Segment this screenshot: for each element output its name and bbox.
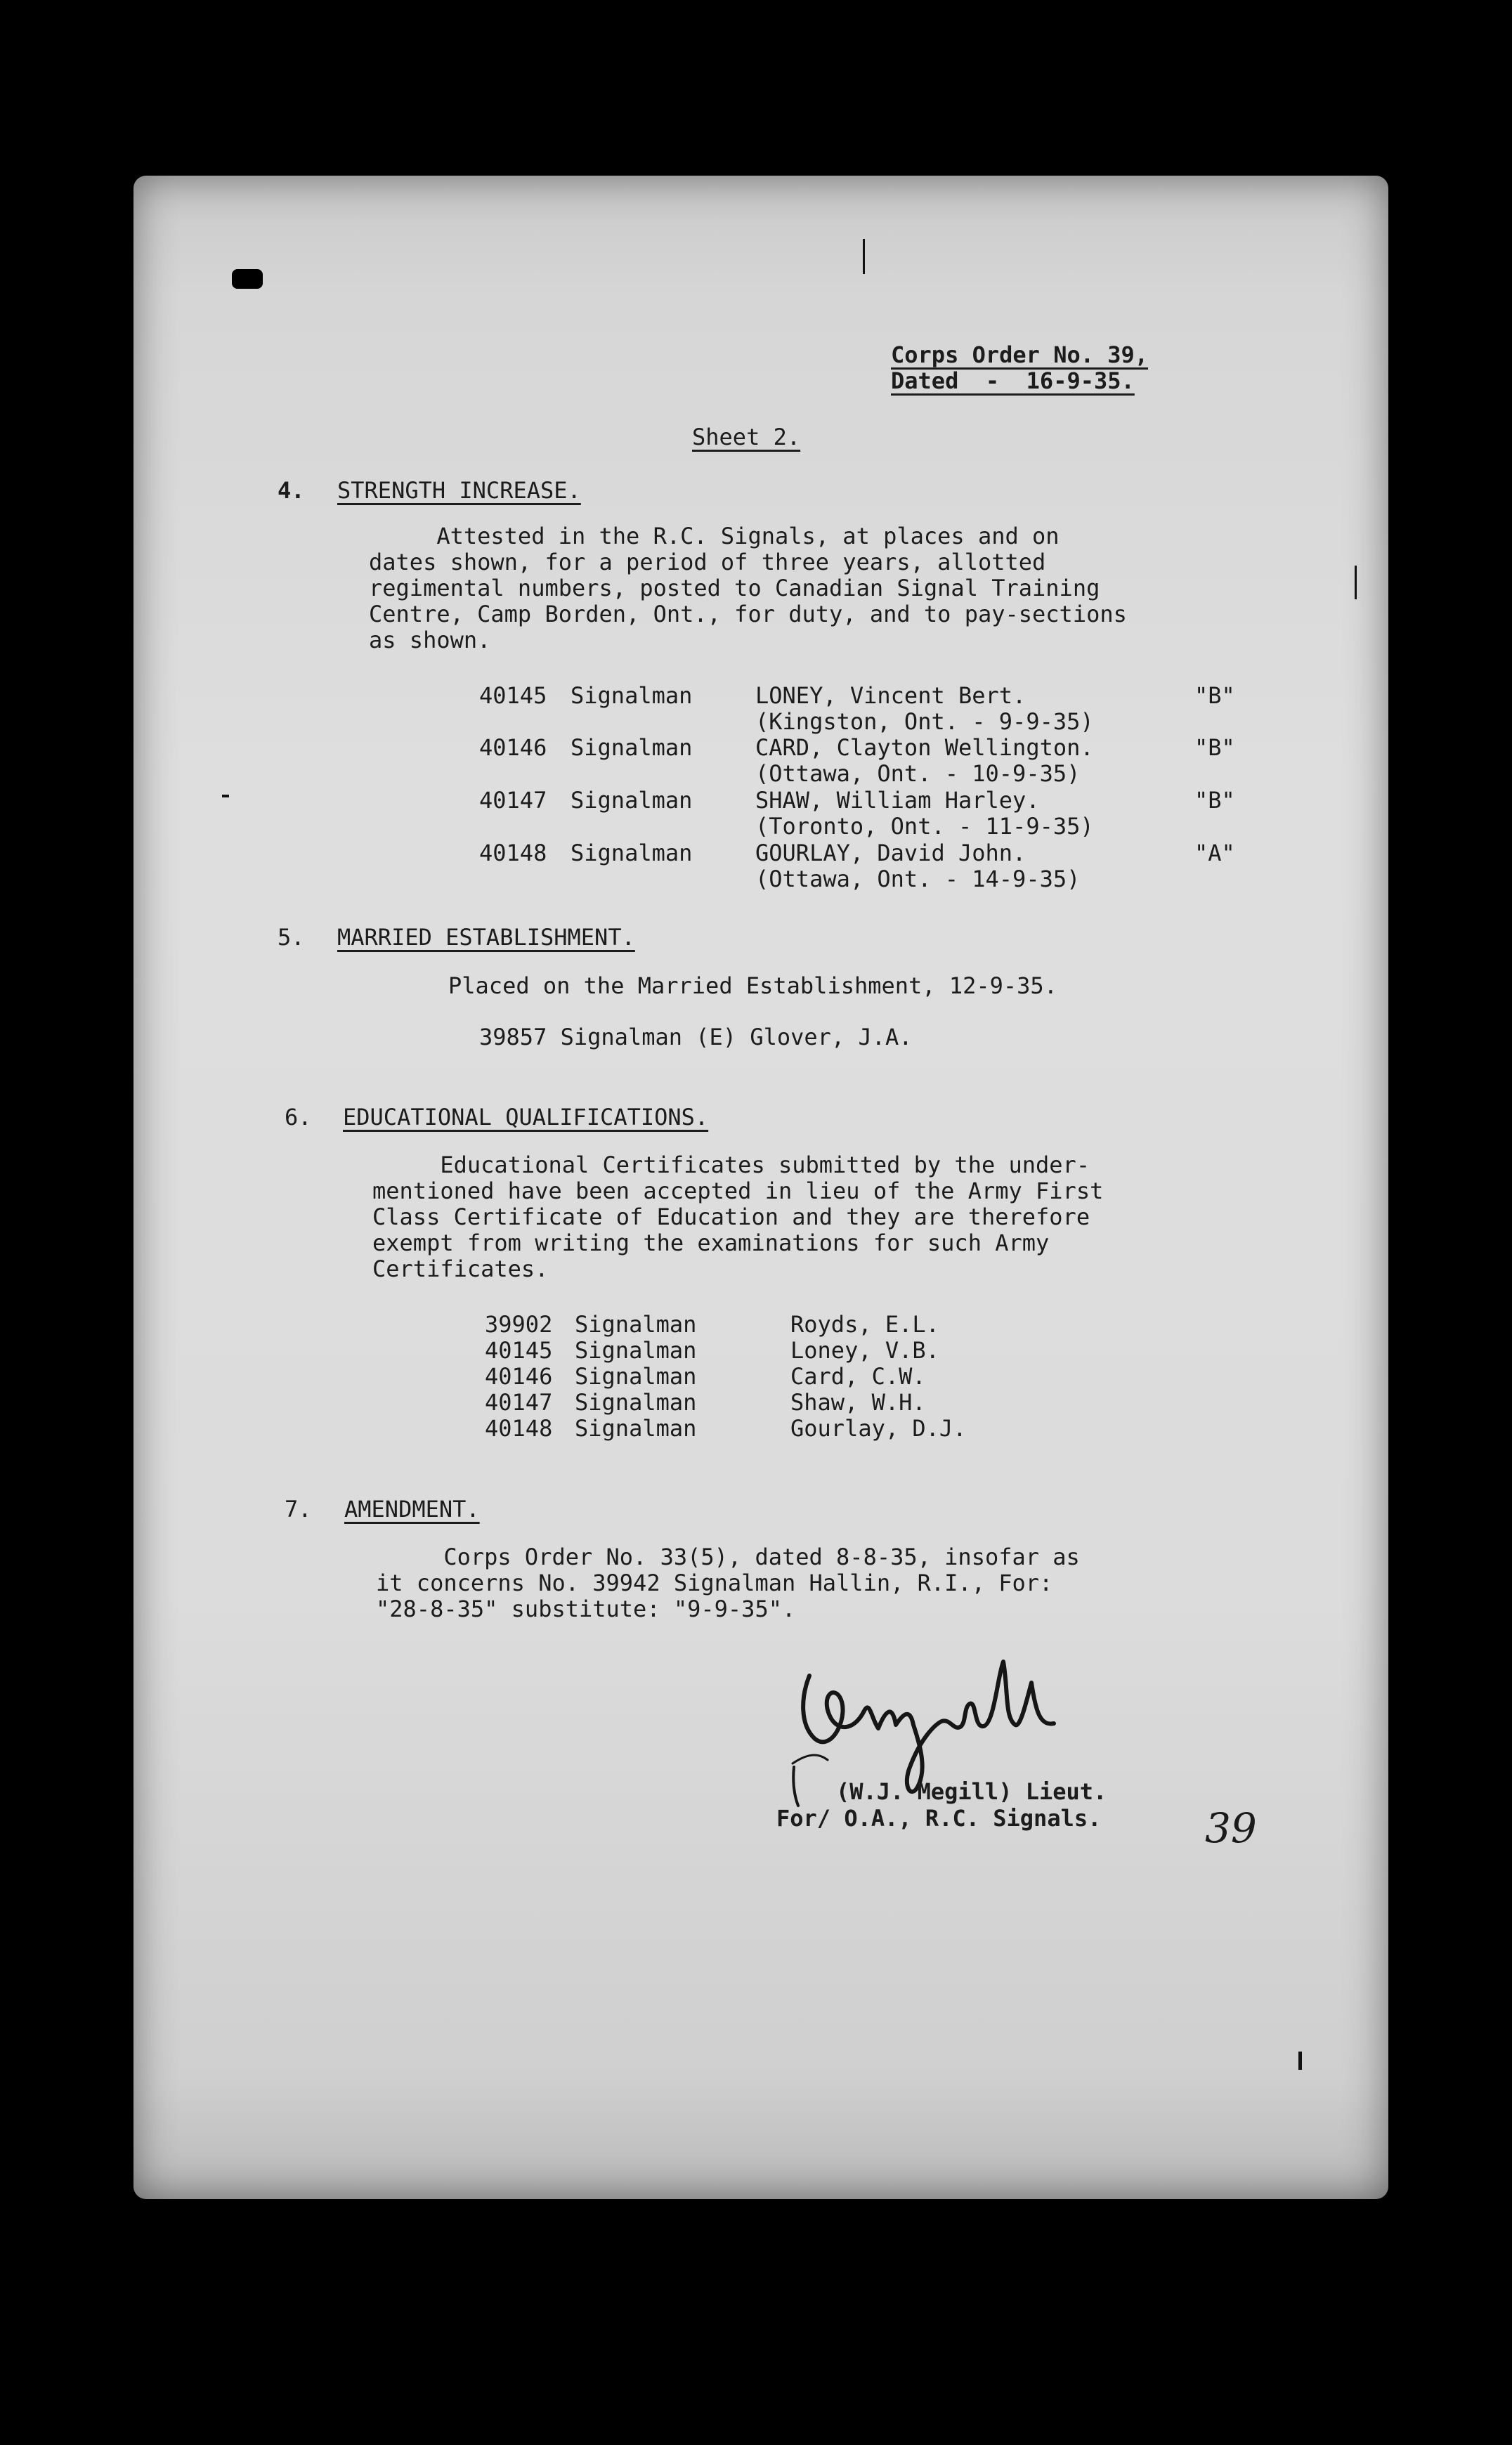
scan-mark — [1298, 2052, 1302, 2070]
sheet-number: Sheet 2. — [692, 424, 801, 450]
scan-mark — [1355, 566, 1357, 599]
signatory-for: For/ O.A., R.C. Signals. — [776, 1805, 1102, 1832]
section-6-number: 6. — [285, 1104, 312, 1130]
page-mark: 39 — [1205, 1804, 1257, 1852]
order-date: Dated - 16-9-35. — [891, 367, 1135, 394]
section-4-paragraph: Attested in the R.C. Signals, at places and on dates shown, for a period of three years, allotted regimental numbers, posted to Canadian Signal Training Centre, Camp Borden, Ont., for duty, and to pay-sections as shown. — [369, 523, 1127, 653]
section-5-entry: 39857 Signalman (E) Glover, J.A. — [479, 1024, 913, 1050]
section-6-paragraph: Educational Certificates submitted by the under- mentioned have been accepted in lieu of the Army First Class Certificate of Education and they are therefore exempt from writing the examinations for such Army Certificates. — [372, 1152, 1104, 1282]
section-7-paragraph: Corps Order No. 33(5), dated 8-8-35, insofar as it concerns No. 39942 Signalman Hallin, R.I., For: "28-8-35" substitute: "9-9-35". — [376, 1544, 1080, 1622]
section-5-text: Placed on the Married Establishment, 12-9-35. — [448, 972, 1057, 999]
section-4-heading: STRENGTH INCREASE. — [337, 477, 581, 504]
ink-blot — [232, 269, 263, 289]
section-4-number: 4. — [278, 477, 305, 504]
section-6-heading: EDUCATIONAL QUALIFICATIONS. — [343, 1104, 709, 1130]
scan-mark — [863, 239, 865, 274]
section-5-heading: MARRIED ESTABLISHMENT. — [337, 924, 635, 951]
section-7-heading: AMENDMENT. — [344, 1496, 480, 1523]
section-5-number: 5. — [278, 924, 305, 951]
scan-mark — [222, 795, 229, 797]
signatory-name: (W.J. Megill) Lieut. — [836, 1778, 1107, 1805]
section-7-number: 7. — [285, 1496, 312, 1523]
order-number: Corps Order No. 39, — [891, 341, 1149, 368]
